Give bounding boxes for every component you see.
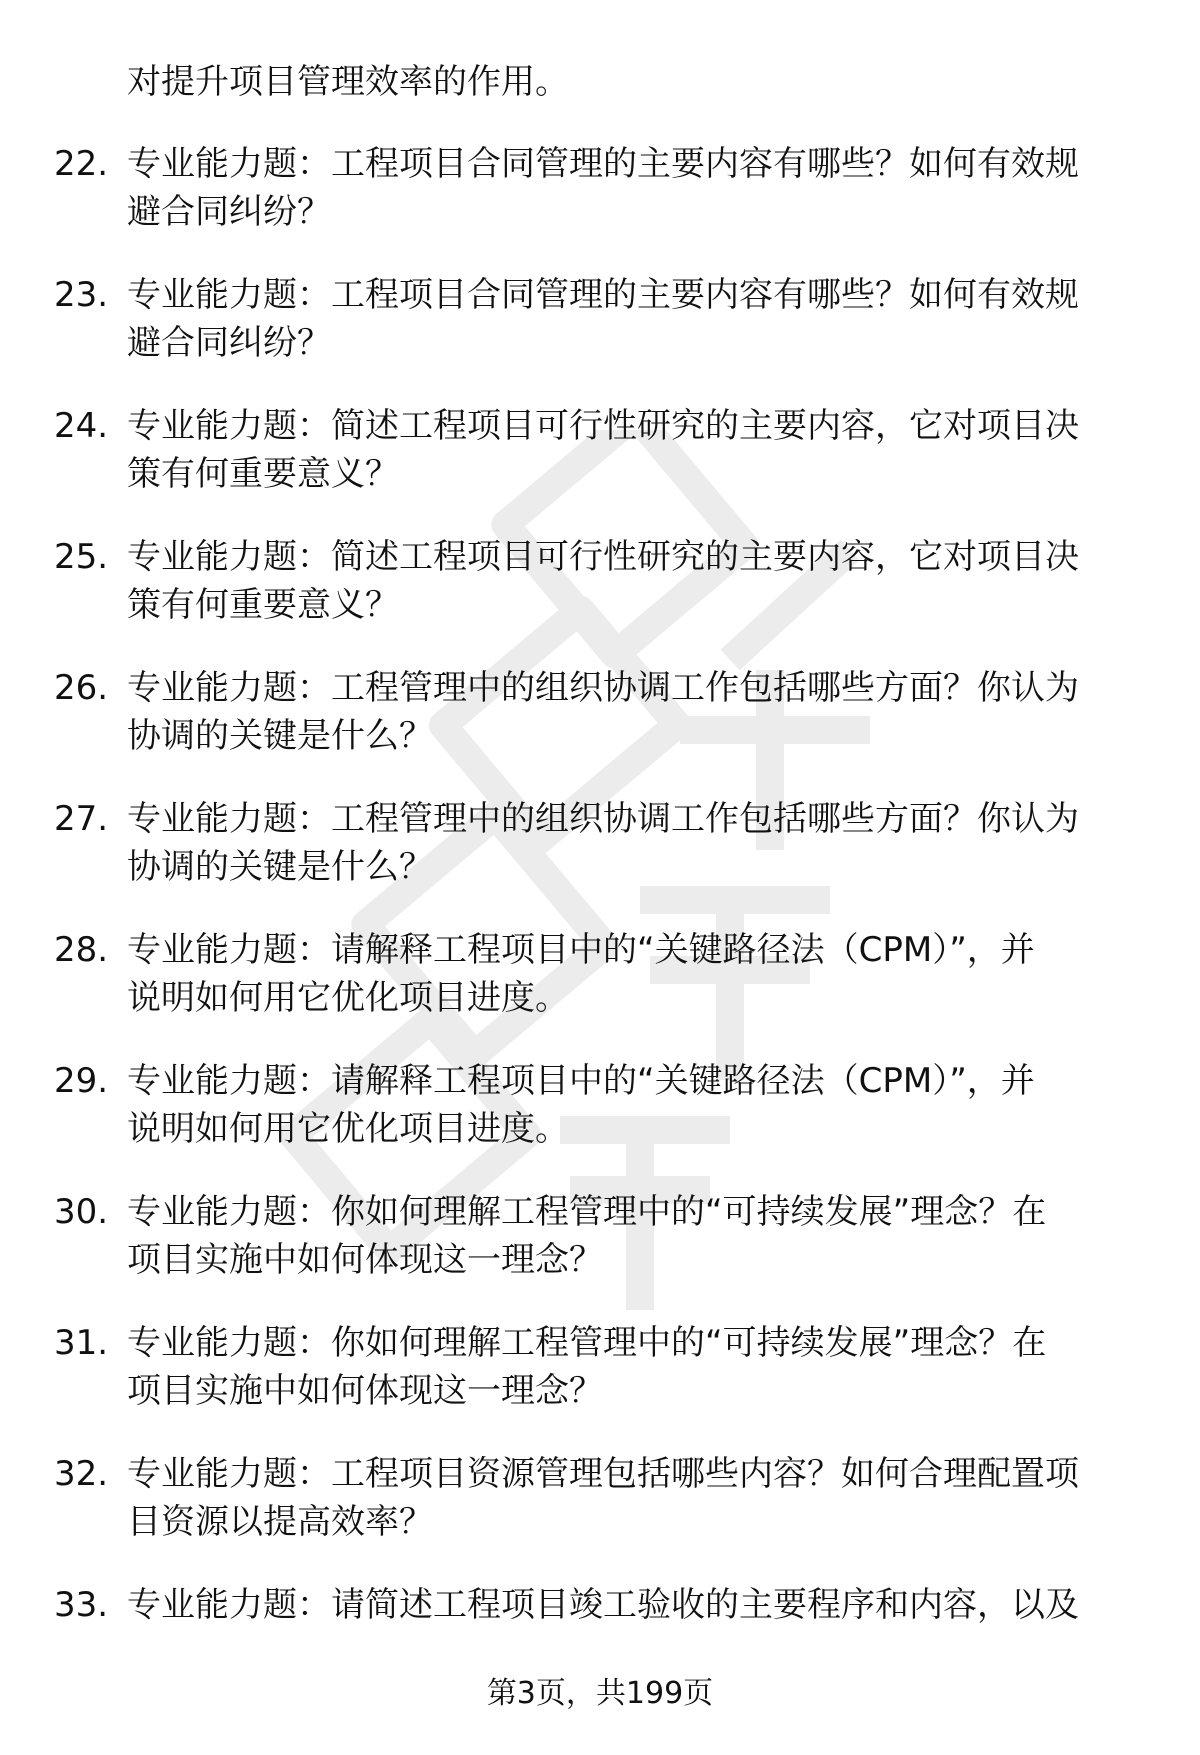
question-number: 33. xyxy=(54,1585,109,1625)
question-text xyxy=(127,1450,1147,1546)
question-text xyxy=(127,402,1147,498)
question-line: 专业能力题：你如何理解工程管理中的“可持续发展”理念？在 xyxy=(127,1323,1047,1363)
question-item xyxy=(0,1450,1200,1581)
question-number: 25. xyxy=(54,537,109,577)
question-number: 24. xyxy=(54,406,109,446)
question-text xyxy=(127,1188,1147,1284)
question-number: 23. xyxy=(54,275,109,315)
page-footer: 第3页，共199页 xyxy=(486,1676,714,1711)
question-item xyxy=(0,140,1200,271)
question-item xyxy=(0,271,1200,402)
question-line: 说明如何用它优化项目进度。 xyxy=(127,1109,569,1149)
question-line: 协调的关键是什么？ xyxy=(127,716,433,756)
question-item xyxy=(0,795,1200,926)
question-number: 27. xyxy=(54,799,109,839)
question-number: 29. xyxy=(54,1061,109,1101)
question-item xyxy=(0,1057,1200,1188)
question-list xyxy=(0,140,1200,1712)
question-line: 专业能力题：请解释工程项目中的“关键路径法（CPM）”，并 xyxy=(127,1061,1035,1101)
question-line: 专业能力题：简述工程项目可行性研究的主要内容，它对项目决 xyxy=(127,406,1079,446)
question-number: 26. xyxy=(54,668,109,708)
question-line: 专业能力题：你如何理解工程管理中的“可持续发展”理念？在 xyxy=(127,1192,1047,1232)
question-text xyxy=(127,1057,1147,1153)
question-line: 专业能力题：简述工程项目可行性研究的主要内容，它对项目决 xyxy=(127,537,1079,577)
question-line: 目资源以提高效率？ xyxy=(127,1502,433,1542)
question-item xyxy=(0,402,1200,533)
question-line: 专业能力题：工程项目合同管理的主要内容有哪些？如何有效规 xyxy=(127,144,1079,184)
question-line: 策有何重要意义？ xyxy=(127,585,399,625)
question-text xyxy=(127,533,1147,629)
question-item xyxy=(0,1188,1200,1319)
question-line: 协调的关键是什么？ xyxy=(127,847,433,887)
question-line: 项目实施中如何体现这一理念？ xyxy=(127,1371,603,1411)
question-line: 专业能力题：工程项目资源管理包括哪些内容？如何合理配置项 xyxy=(127,1454,1079,1494)
question-line: 策有何重要意义？ xyxy=(127,454,399,494)
question-text xyxy=(127,271,1147,367)
question-number: 32. xyxy=(54,1454,109,1494)
question-text xyxy=(127,664,1147,760)
question-text xyxy=(127,1581,1147,1629)
question-line: 专业能力题：请解释工程项目中的“关键路径法（CPM）”，并 xyxy=(127,930,1035,970)
question-line: 避合同纠纷？ xyxy=(127,192,331,232)
question-item xyxy=(0,664,1200,795)
question-number: 28. xyxy=(54,930,109,970)
question-item xyxy=(0,1319,1200,1450)
continuation-text: 对提升项目管理效率的作用。 xyxy=(127,62,569,102)
question-number: 22. xyxy=(54,144,109,184)
question-line: 专业能力题：请简述工程项目竣工验收的主要程序和内容，以及 xyxy=(127,1585,1079,1625)
question-line: 专业能力题：工程项目合同管理的主要内容有哪些？如何有效规 xyxy=(127,275,1079,315)
question-line: 说明如何用它优化项目进度。 xyxy=(127,978,569,1018)
question-text xyxy=(127,795,1147,891)
question-line: 专业能力题：工程管理中的组织协调工作包括哪些方面？你认为 xyxy=(127,799,1079,839)
question-text xyxy=(127,140,1147,236)
question-line: 项目实施中如何体现这一理念？ xyxy=(127,1240,603,1280)
question-item xyxy=(0,926,1200,1057)
question-item xyxy=(0,533,1200,664)
question-number: 30. xyxy=(54,1192,109,1232)
question-line: 专业能力题：工程管理中的组织协调工作包括哪些方面？你认为 xyxy=(127,668,1079,708)
question-line: 避合同纠纷？ xyxy=(127,323,331,363)
question-text xyxy=(127,1319,1147,1415)
question-number: 31. xyxy=(54,1323,109,1363)
question-text xyxy=(127,926,1147,1022)
